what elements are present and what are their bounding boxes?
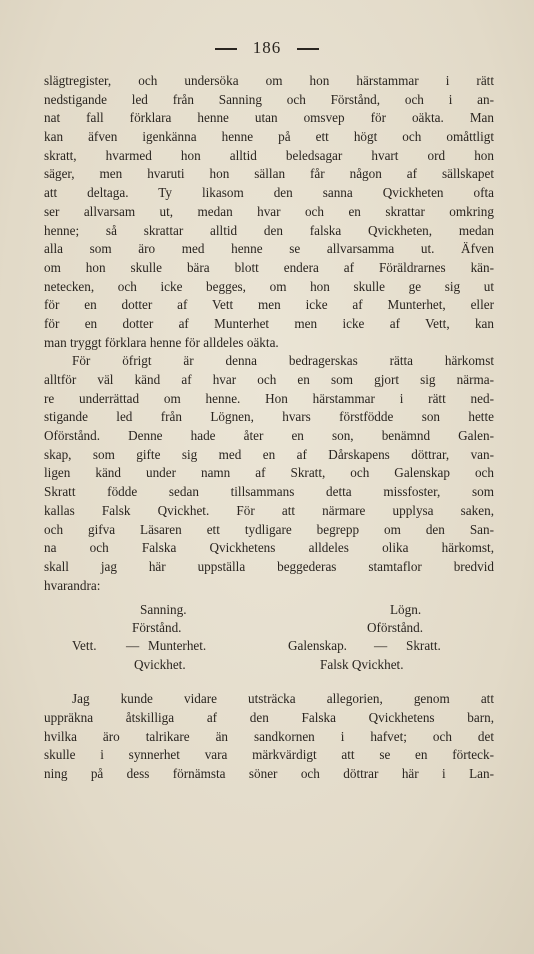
text-line: kan äfven igenkänna henne på ett högt och omåttligt — [44, 129, 494, 145]
text-line: skall jag här uppställa beggederas stamtaflor bredvid — [44, 558, 494, 574]
text-line: man tryggt förklara henne för alldeles oäkta. — [44, 334, 279, 350]
text-line: säger, men hvaruti hon sällan får någon af sällskapet — [44, 166, 494, 182]
text-line: slägtregister, och undersöka om hon härstammar i rätt — [44, 73, 494, 88]
text-line: och gifva Läsaren ett tydligare begrepp om den San- — [44, 521, 494, 537]
text-line: För öfrigt är denna bedragerskas rätta härkomst — [72, 353, 494, 369]
page-body — [44, 72, 494, 784]
text-line: om hon skulle bära blott endera af Föräldrarnes kän- — [44, 259, 494, 275]
genealogy-left-dash: — — [126, 638, 140, 654]
text-line: för en dotter af Munterhet men icke af Vett, kan — [44, 315, 494, 331]
text-line: ning på dess förnämsta söner och döttrar här i Lan- — [44, 766, 494, 781]
text-line: stigande led från Lögnen, hvars förstfödde son hette — [44, 409, 494, 425]
genealogy-left-top: Sanning. — [140, 602, 187, 618]
genealogy-right-mid: Oförstånd. — [367, 620, 424, 636]
text-line: nedstigande led från Sanning och Förstånd, och i an- — [44, 91, 494, 107]
genealogy-left-child: Qvickhet. — [134, 657, 186, 673]
genealogy-right-dash: — — [374, 638, 388, 654]
page-header — [0, 38, 534, 58]
text-line: ser allvarsam ut, medan hvar och en skrattar omkring — [44, 203, 494, 219]
text-line: henne; så skrattar alltid den falska Qvickheten, medan — [44, 222, 494, 238]
text-line: skulle i synnerhet vara märkvärdigt att se en förteck- — [44, 747, 494, 763]
text-line: uppräkna åtskilliga af den Falska Qvickhetens barn, — [44, 709, 494, 725]
genealogy-left-b: Munterhet. — [148, 638, 207, 654]
text-line: Skratt födde sedan tillsammans detta missfoster, som — [44, 484, 494, 500]
header-dash-left — [215, 48, 237, 50]
header-dash-right — [297, 48, 319, 50]
text-line: kallas Falsk Qvickhet. För att närmare upplysa saken, — [44, 502, 494, 518]
genealogy-right-top: Lögn. — [390, 602, 422, 618]
text-line: alla som äro med henne se allvarsamma ut. Äfven — [44, 241, 494, 257]
text-line: alltför väl känd af hvar och en som gjort sig närma- — [44, 372, 494, 387]
text-line: ligen känd under namn af Skratt, och Galenskap och — [44, 465, 494, 481]
genealogy-right-b: Skratt. — [406, 638, 441, 654]
text-line: hvilka äro talrikare än sandkornen i hafvet; och det — [44, 728, 494, 744]
text-line: netecken, och icke begges, om hon skulle ge sig ut — [44, 278, 494, 294]
page-number: 186 — [252, 38, 282, 57]
text-line: hvarandra: — [44, 577, 101, 593]
text-line: skratt, hvarmed hon alltid beledsagar hvart ord hon — [44, 147, 494, 163]
genealogy-table — [44, 595, 494, 690]
text-line: Oförstånd. Denne hade åter en son, benämnd Galen- — [44, 428, 494, 444]
genealogy-left-mid: Förstånd. — [132, 620, 182, 636]
text-line: re underrättad om henne. Hon härstammar i rätt ned- — [44, 390, 494, 406]
genealogy-right-a: Galenskap. — [288, 638, 347, 654]
genealogy-left-a: Vett. — [72, 638, 97, 654]
text-line: Jag kunde vidare utsträcka allegorien, genom att — [72, 691, 494, 707]
text-line: na och Falska Qvickhetens alldeles olika härkomst, — [44, 540, 494, 556]
text-line: för en dotter af Vett men icke af Munterhet, eller — [44, 297, 494, 313]
text-line: skap, som gifte sig med en af Dårskapens döttrar, van- — [44, 446, 494, 462]
text-line: att deltaga. Ty likasom den sanna Qvickheten ofta — [44, 185, 494, 201]
text-line: nat fall förklara henne utan omsvep för oäkta. Man — [44, 110, 494, 126]
genealogy-right-child: Falsk Qvickhet. — [320, 657, 404, 673]
